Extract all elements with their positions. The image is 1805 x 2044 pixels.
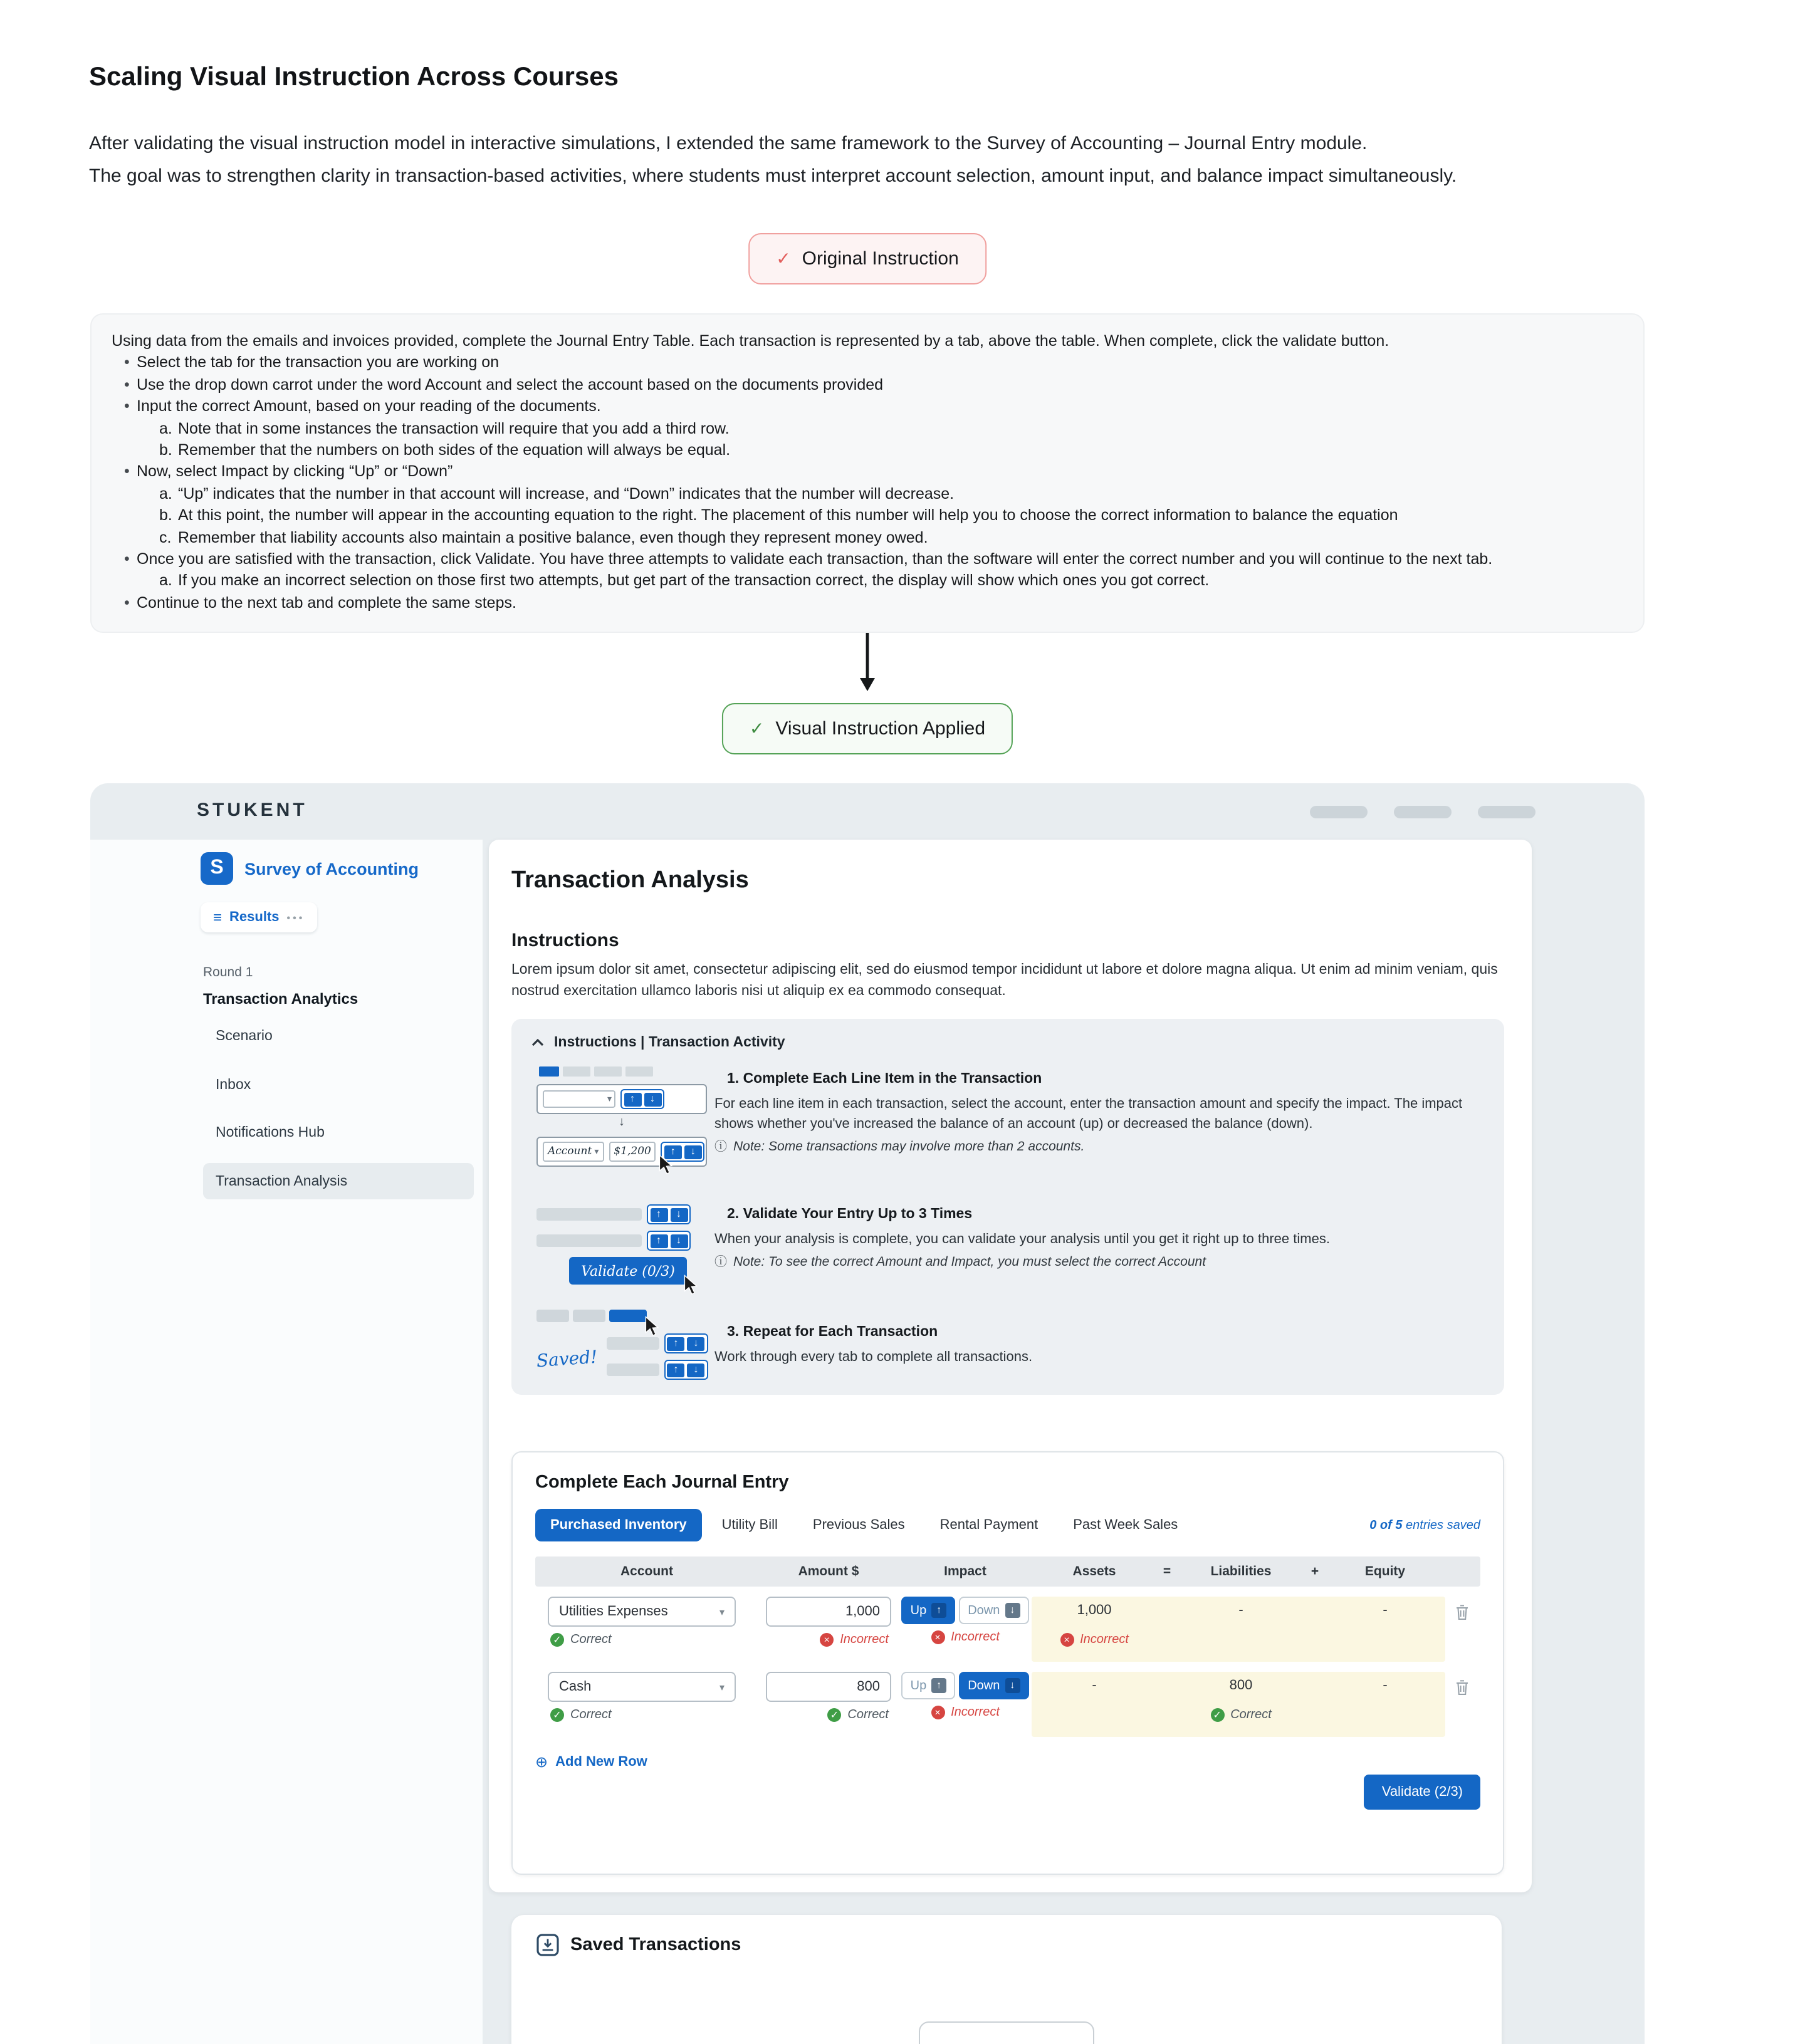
entries-saved-status: 0 of 5 entries saved — [1369, 1518, 1480, 1532]
up-icon: ↑ — [667, 1363, 684, 1377]
step-body: For each line item in each transaction, select the account, enter the transaction amount and specify the impact. The impact shows whether you've increased the balance of an account (up) or decreased the balance (down). — [714, 1097, 1463, 1132]
subitem-label: a. — [159, 571, 172, 590]
mini-row-empty — [536, 1084, 707, 1114]
ellipsis-icon: ••• — [286, 912, 305, 923]
header-placeholder — [1478, 806, 1536, 818]
bullet-icon: • — [124, 462, 130, 481]
course-header — [201, 852, 419, 885]
mini-progress-bar — [539, 1066, 707, 1077]
saved-transactions-card — [511, 1915, 1502, 2044]
amount-status: × Incorrect — [758, 1633, 899, 1647]
chevron-up-icon — [531, 1039, 544, 1046]
step-2 — [714, 1207, 1484, 1272]
incorrect-icon: × — [1060, 1633, 1074, 1647]
bullet-text: Continue to the next tab and complete the same steps. — [137, 593, 516, 612]
bullet-text: Input the correct Amount, based on your reading of the documents. — [137, 397, 601, 415]
instruction-intro: Using data from the emails and invoices provided, complete the Journal Entry Table. Each transaction is represented by a tab, above the table. When complete, click the validate button. — [112, 332, 1389, 350]
chevron-down-icon: ▾ — [594, 1146, 599, 1156]
tab-past-week-sales[interactable]: Past Week Sales — [1073, 1518, 1178, 1533]
instruction-subitem — [159, 440, 1623, 462]
saved-transactions-header — [536, 1934, 1477, 1956]
up-icon: ↑ — [650, 1207, 667, 1221]
col-equity: Equity — [1364, 1564, 1406, 1579]
main-content-card — [489, 840, 1532, 1892]
sidebar-item-transaction-analysis[interactable]: Transaction Analysis — [203, 1163, 474, 1199]
subitem-text: At this point, the number will appear in the accounting equation to the right. The placement of this number will help you to choose the correct information to balance the equation — [178, 506, 1398, 524]
mini-validate-button: Validate (0/3) — [569, 1257, 687, 1285]
mini-entry-row — [606, 1360, 708, 1380]
bullet-text: Once you are satisfied with the transaction, click Validate. You have three attempts to validate each transaction, than the software will enter the correct number and you will continue to the next tab. — [137, 550, 1493, 568]
subitem-text: “Up” indicates that the number in that account will increase, and “Down” indicates that the number will decrease. — [178, 484, 955, 503]
incorrect-icon: × — [820, 1633, 834, 1647]
down-icon: ↓ — [670, 1207, 688, 1221]
up-icon: ↑ — [664, 1145, 682, 1159]
mouse-cursor-icon — [644, 1316, 659, 1337]
impact-cell — [899, 1597, 1032, 1662]
account-cell — [535, 1597, 758, 1662]
instruction-bullet — [112, 353, 1623, 375]
step-body: Work through every tab to complete all transactions. — [714, 1350, 1033, 1365]
instruction-subitem — [159, 418, 1623, 440]
instruction-bullet — [112, 375, 1623, 397]
app-window — [90, 783, 1645, 2044]
step-note: ⓘ Note: To see the correct Amount and Impact, you must select the correct Account — [714, 1254, 1484, 1272]
instruction-bullet — [112, 462, 1623, 484]
activity-instructions-panel — [511, 1019, 1504, 1395]
activity-header-label: Instructions | Transaction Activity — [554, 1035, 785, 1050]
instruction-subitem — [159, 484, 1623, 506]
chevron-down-icon: ▾ — [607, 1095, 612, 1103]
menu-icon: ≡ — [213, 909, 222, 926]
mini-tab-bar — [536, 1310, 707, 1322]
down-icon: ↓ — [1005, 1603, 1020, 1618]
correct-icon: ✓ — [827, 1708, 841, 1722]
assets-cell: 1,000 × Incorrect — [1032, 1603, 1157, 1662]
incorrect-icon: × — [931, 1706, 944, 1719]
incorrect-icon: × — [931, 1630, 944, 1644]
mini-updown-group — [664, 1360, 708, 1380]
up-icon: ↑ — [931, 1603, 946, 1618]
saved-script-label: Saved! — [536, 1347, 599, 1372]
mini-entry-row — [536, 1231, 707, 1251]
col-plus: + — [1311, 1564, 1319, 1579]
subitem-label: a. — [159, 419, 172, 437]
step-3 — [714, 1325, 1484, 1367]
chevron-down-icon: ▾ — [719, 1606, 725, 1617]
step3-illustration — [536, 1310, 707, 1386]
tab-utility-bill[interactable]: Utility Bill — [721, 1518, 778, 1533]
equity-cell: - — [1383, 1603, 1388, 1618]
instruction-bullet — [112, 593, 1623, 615]
up-icon: ↑ — [650, 1234, 667, 1248]
tab-previous-sales[interactable]: Previous Sales — [812, 1518, 905, 1533]
col-assets: Assets — [1072, 1564, 1116, 1579]
mini-updown-group — [620, 1089, 664, 1109]
step-note: ⓘ Note: Some transactions may involve more than 2 accounts. — [714, 1139, 1484, 1157]
sidebar — [90, 840, 483, 2044]
visual-instruction-badge — [722, 703, 1013, 754]
account-status: ✓ Correct — [535, 1633, 758, 1647]
amount-input[interactable]: 1,000 — [766, 1597, 891, 1627]
saved-transactions-title: Saved Transactions — [570, 1935, 741, 1955]
up-icon: ↑ — [931, 1678, 946, 1693]
delete-row-button[interactable] — [1445, 1672, 1478, 1737]
down-icon: ↓ — [687, 1337, 704, 1350]
account-status: ✓ Correct — [535, 1708, 758, 1722]
mini-entry-row — [536, 1204, 707, 1224]
original-instruction-badge — [748, 233, 986, 284]
down-icon: ↓ — [670, 1234, 688, 1248]
mouse-cursor-icon — [683, 1275, 698, 1296]
down-icon: ↓ — [1005, 1678, 1020, 1693]
activity-panel-header[interactable] — [531, 1035, 785, 1050]
impact-up-button[interactable]: Up ↑ — [902, 1597, 956, 1624]
subitem-text: Remember that liability accounts also maintain a positive balance, even though they represent money owed. — [178, 528, 928, 546]
subitem-label: b. — [159, 506, 172, 524]
step-title: 2. Validate Your Entry Up to 3 Times — [727, 1207, 973, 1222]
bullet-text: Now, select Impact by clicking “Up” or “Down” — [137, 462, 453, 481]
step1-illustration — [536, 1066, 707, 1167]
mouse-cursor-icon — [658, 1154, 673, 1176]
equity-cell: - — [1383, 1678, 1388, 1693]
up-icon: ↑ — [624, 1092, 641, 1106]
instruction-subitem — [159, 527, 1623, 549]
bullet-icon: • — [124, 353, 130, 372]
add-new-row-button[interactable]: ⊕ Add New Row — [535, 1753, 647, 1771]
sidebar-item-notifications-hub[interactable]: Notifications Hub — [216, 1125, 325, 1140]
step-body: When your analysis is complete, you can validate your analysis until you get it right up to three times. — [714, 1232, 1330, 1247]
round-label: Round 1 — [203, 965, 253, 980]
partial-saved-item[interactable] — [919, 2021, 1094, 2044]
journal-row — [535, 1672, 1480, 1737]
mini-account-select — [543, 1090, 615, 1108]
liabilities-cell: 800 ✓ Correct — [1177, 1678, 1305, 1737]
intro-line-2: The goal was to strengthen clarity in transaction-based activities, where students must interpret account selection, amount input, and balance impact simultaneously. — [89, 165, 1457, 187]
mini-updown-group — [664, 1333, 708, 1353]
journal-entry-card — [511, 1451, 1504, 1875]
instructions-body: Lorem ipsum dolor sit amet, consectetur adipiscing elit, sed do eiusmod tempor incididunt ut labore et dolore magna aliqua. Ut enim ad minim veniam, quis nostrud exercitation ullamco laboris nisi ut aliquip ex ea commodo consequat. — [511, 962, 1498, 998]
step2-illustration — [536, 1204, 707, 1285]
badge-label: Visual Instruction Applied — [775, 718, 986, 739]
table-header — [535, 1556, 1480, 1587]
mini-amount-value: $1,200 — [609, 1142, 656, 1162]
impact-up-button[interactable]: Up ↑ — [902, 1672, 956, 1699]
mini-row-filled — [536, 1137, 707, 1167]
info-icon: ⓘ — [714, 1256, 727, 1270]
results-chip[interactable] — [201, 902, 317, 932]
col-amount: Amount $ — [798, 1564, 859, 1579]
down-icon: ↓ — [644, 1092, 661, 1106]
save-tray-icon — [536, 1934, 559, 1956]
bullet-icon: • — [124, 593, 130, 612]
impact-down-button[interactable]: Down ↓ — [959, 1672, 1028, 1699]
mini-saved-row — [536, 1333, 707, 1386]
account-cell — [535, 1672, 758, 1737]
assets-cell: - — [1092, 1678, 1097, 1693]
intro-line-1: After validating the visual instruction model in interactive simulations, I extended the same framework to the Survey of Accounting – Journal Entry module. — [89, 133, 1368, 154]
sidebar-item-inbox[interactable]: Inbox — [216, 1077, 251, 1092]
tab-purchased-inventory[interactable]: Purchased Inventory — [535, 1509, 702, 1541]
impact-status: × Incorrect — [899, 1706, 1032, 1719]
chevron-down-icon: ▾ — [719, 1681, 725, 1692]
instructions-heading: Instructions — [511, 930, 619, 951]
bullet-text: Select the tab for the transaction you are working on — [137, 353, 500, 372]
instruction-bullet — [112, 396, 1623, 418]
liabilities-status: ✓ Correct — [1177, 1708, 1305, 1722]
journal-title: Complete Each Journal Entry — [535, 1473, 789, 1493]
tab-rental-payment[interactable]: Rental Payment — [939, 1518, 1039, 1533]
account-select[interactable]: Cash ▾ — [548, 1672, 736, 1702]
impact-status: × Incorrect — [899, 1630, 1032, 1644]
instruction-subitem — [159, 506, 1623, 528]
small-down-arrow-icon: ↓ — [619, 1115, 625, 1129]
down-icon: ↓ — [687, 1363, 704, 1377]
col-impact: Impact — [944, 1564, 986, 1579]
check-icon: ✓ — [749, 718, 765, 738]
impact-cell — [899, 1672, 1032, 1737]
validate-button[interactable]: Validate (2/3) — [1364, 1775, 1480, 1810]
add-icon: ⊕ — [535, 1753, 548, 1771]
assets-status: × Incorrect — [1032, 1633, 1157, 1647]
account-select[interactable]: Utilities Expenses ▾ — [548, 1597, 736, 1627]
check-icon: ✓ — [776, 248, 791, 268]
subitem-text: Note that in some instances the transaction will require that you add a third row. — [178, 419, 730, 437]
liabilities-cell: - — [1238, 1603, 1243, 1618]
trash-icon — [1455, 1604, 1468, 1620]
amount-cell — [758, 1597, 899, 1662]
mini-updown-group — [647, 1231, 691, 1251]
bullet-icon: • — [124, 397, 130, 415]
journal-row — [535, 1597, 1480, 1662]
page-title: Scaling Visual Instruction Across Courses — [89, 63, 619, 91]
col-account: Account — [620, 1564, 673, 1579]
mini-account-value: Account ▾ — [543, 1142, 604, 1162]
mini-updown-group — [647, 1204, 691, 1224]
stukent-s-icon: S — [201, 852, 233, 885]
amount-cell — [758, 1672, 899, 1737]
down-icon: ↓ — [684, 1145, 702, 1159]
correct-icon: ✓ — [550, 1708, 564, 1722]
col-equals: = — [1163, 1564, 1171, 1579]
delete-row-button[interactable] — [1445, 1597, 1478, 1662]
results-label: Results — [229, 910, 280, 925]
step-1 — [714, 1072, 1484, 1157]
instruction-subitem — [159, 571, 1623, 593]
page-heading: Transaction Analysis — [511, 867, 749, 894]
badge-label: Original Instruction — [802, 248, 959, 269]
correct-icon: ✓ — [550, 1633, 564, 1647]
up-icon: ↑ — [667, 1337, 684, 1350]
subitem-label: a. — [159, 484, 172, 503]
col-liabilities: Liabilities — [1210, 1564, 1272, 1579]
step-title: 1. Complete Each Line Item in the Transaction — [727, 1072, 1042, 1087]
impact-down-button[interactable]: Down ↓ — [959, 1597, 1028, 1624]
equation-band — [1032, 1597, 1445, 1662]
original-instruction-box — [90, 313, 1645, 634]
correct-icon: ✓ — [1210, 1708, 1224, 1722]
header-placeholder — [1394, 806, 1452, 818]
transaction-tabs — [535, 1509, 1480, 1541]
instruction-bullet — [112, 549, 1623, 571]
amount-input[interactable]: 800 — [766, 1672, 891, 1702]
course-name: Survey of Accounting — [244, 859, 419, 878]
section-label: Transaction Analytics — [203, 990, 358, 1008]
bullet-icon: • — [124, 375, 130, 394]
equation-band — [1032, 1672, 1445, 1737]
trash-icon — [1455, 1679, 1468, 1696]
bullet-icon: • — [124, 550, 130, 568]
bullet-text: Use the drop down carrot under the word Account and select the account based on the documents provided — [137, 375, 884, 394]
subitem-text: If you make an incorrect selection on those first two attempts, but get part of the transaction correct, the display will show which ones you got correct. — [178, 571, 1210, 590]
subitem-label: c. — [159, 528, 172, 546]
subitem-label: b. — [159, 441, 172, 459]
sidebar-item-scenario[interactable]: Scenario — [216, 1028, 273, 1043]
subitem-text: Remember that the numbers on both sides of the equation will always be equal. — [178, 441, 731, 459]
stukent-logo: STUKENT — [197, 800, 308, 821]
header-placeholder — [1310, 806, 1368, 818]
amount-status: ✓ Correct — [758, 1708, 899, 1722]
info-icon: ⓘ — [714, 1140, 727, 1154]
step-title: 3. Repeat for Each Transaction — [727, 1325, 938, 1340]
down-arrow-icon — [859, 632, 876, 692]
